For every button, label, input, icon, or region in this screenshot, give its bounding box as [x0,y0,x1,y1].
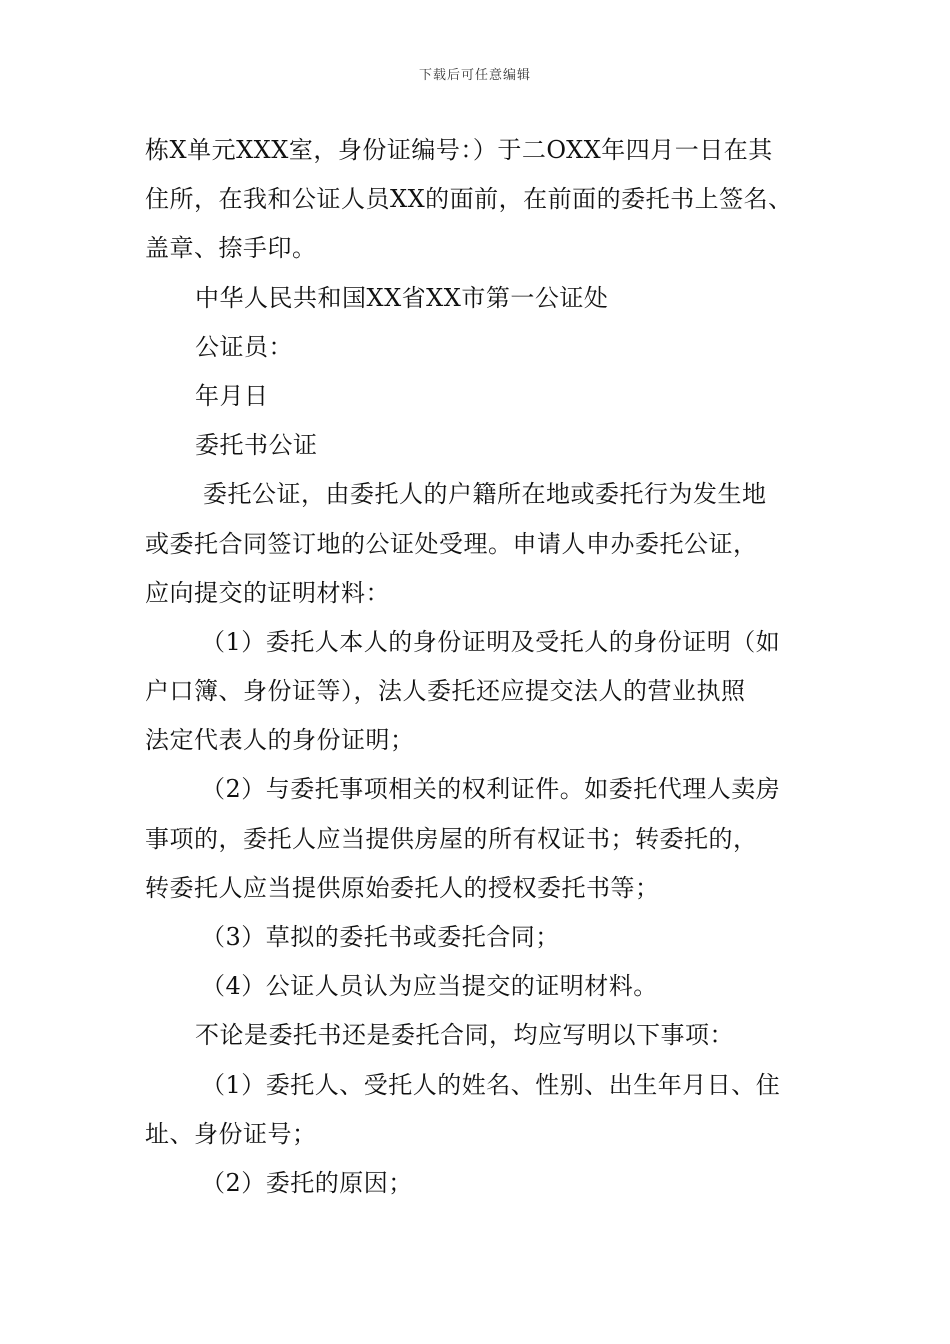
text-line: 住所，在我和公证人员XX的面前，在前面的委托书上签名、 [145,185,793,214]
text-line: 年月日 [195,381,269,410]
text-line: （2）委托的原因； [201,1168,413,1197]
text-line: 不论是委托书还是委托合同，均应写明以下事项： [195,1021,734,1050]
text-line: （2）与委托事项相关的权利证件。如委托代理人卖房 [201,775,781,804]
text-line: 或委托合同签订地的公证处受理。申请人申办委托公证， [145,529,758,558]
text-line: 中华人民共和国XX省XX市第一公证处 [195,283,609,312]
text-line: （1）委托人、受托人的姓名、性别、出生年月日、住 [201,1070,781,1099]
text-line: （1）委托人本人的身份证明及受托人的身份证明（如 [201,627,781,656]
text-line: 委托公证，由委托人的户籍所在地或委托行为发生地 [203,480,767,509]
text-line: 法定代表人的身份证明； [145,726,415,755]
text-line: 转委托人应当提供原始委托人的授权委托书等； [145,873,660,902]
document-body [145,126,825,1208]
text-line: 委托书公证 [195,431,318,460]
text-line: 址、身份证号； [145,1119,317,1148]
text-line: 栋X单元XXX室，身份证编号：）于二OXX年四月一日在其 [145,136,773,164]
text-line: 户口簿、身份证等），法人委托还应提交法人的营业执照 [145,677,746,706]
text-line: 应向提交的证明材料： [145,578,390,607]
text-line: （3）草拟的委托书或委托合同； [201,923,560,951]
text-line: 公证员： [195,332,293,361]
text-line: （4）公证人员认为应当提交的证明材料。 [201,972,658,1001]
text-line: 事项的，委托人应当提供房屋的所有权证书；转委托的， [145,824,758,853]
page-header-note: 下载后可任意编辑 [418,68,531,83]
text-line: 盖章、捺手印。 [145,234,317,263]
